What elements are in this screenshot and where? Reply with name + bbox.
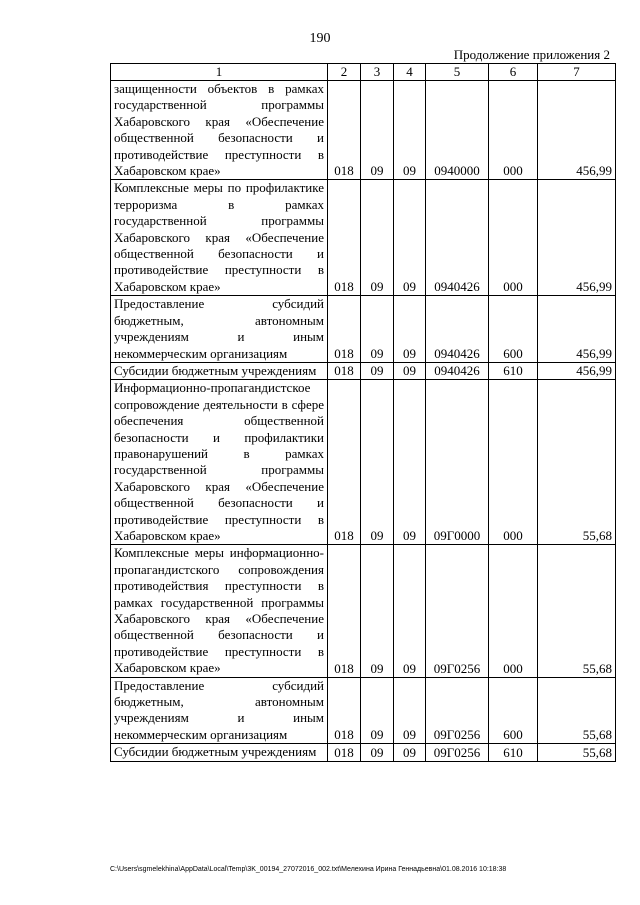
section-cell: 09 bbox=[361, 677, 394, 744]
expense-type-cell: 000 bbox=[489, 81, 538, 180]
column-header: 1 bbox=[111, 64, 328, 81]
table-row bbox=[111, 677, 616, 744]
subsection-cell: 09 bbox=[394, 744, 426, 761]
amount-cell: 55,68 bbox=[538, 677, 616, 744]
admin-code-cell: 018 bbox=[328, 380, 361, 545]
section-cell: 09 bbox=[361, 380, 394, 545]
column-header: 4 bbox=[394, 64, 426, 81]
amount-cell: 55,68 bbox=[538, 545, 616, 677]
row-name: Субсидии бюджетным учреждениям bbox=[111, 744, 328, 761]
amount-cell: 55,68 bbox=[538, 380, 616, 545]
table-row bbox=[111, 744, 616, 761]
admin-code-cell: 018 bbox=[328, 744, 361, 761]
target-article-cell: 0940426 bbox=[426, 362, 489, 379]
subsection-cell: 09 bbox=[394, 81, 426, 180]
subsection-cell: 09 bbox=[394, 296, 426, 363]
budget-table bbox=[110, 63, 616, 762]
table-row bbox=[111, 81, 616, 180]
row-name: Субсидии бюджетным учреждениям bbox=[111, 362, 328, 379]
expense-type-cell: 000 bbox=[489, 180, 538, 296]
admin-code-cell: 018 bbox=[328, 81, 361, 180]
table-header-row bbox=[111, 64, 616, 81]
section-cell: 09 bbox=[361, 744, 394, 761]
amount-cell: 456,99 bbox=[538, 362, 616, 379]
column-header: 2 bbox=[328, 64, 361, 81]
table-row bbox=[111, 180, 616, 296]
column-header: 7 bbox=[538, 64, 616, 81]
section-cell: 09 bbox=[361, 362, 394, 379]
section-cell: 09 bbox=[361, 296, 394, 363]
target-article-cell: 0940000 bbox=[426, 81, 489, 180]
expense-type-cell: 610 bbox=[489, 744, 538, 761]
table-row bbox=[111, 380, 616, 545]
column-header: 6 bbox=[489, 64, 538, 81]
row-name: Предоставление субсидий бюджетным, автономным учреждениям и иным некоммерческим организациям bbox=[111, 677, 328, 744]
target-article-cell: 09Г0256 bbox=[426, 545, 489, 677]
expense-type-cell: 600 bbox=[489, 296, 538, 363]
column-header: 5 bbox=[426, 64, 489, 81]
target-article-cell: 0940426 bbox=[426, 180, 489, 296]
row-name: защищенности объектов в рамках государственной программы Хабаровского края «Обеспечение общественной безопасности и противодействие преступности в Хабаровском крае» bbox=[111, 81, 328, 180]
row-name: Комплексные меры информационно-пропагандистского сопровождения противодействия преступности в рамках государственной программы Хабаровского края «Обеспечение общественной безопасности и противодействие преступности в Хабаровском крае» bbox=[111, 545, 328, 677]
column-header: 3 bbox=[361, 64, 394, 81]
target-article-cell: 09Г0256 bbox=[426, 677, 489, 744]
amount-cell: 456,99 bbox=[538, 180, 616, 296]
expense-type-cell: 000 bbox=[489, 380, 538, 545]
admin-code-cell: 018 bbox=[328, 677, 361, 744]
page-number: 190 bbox=[309, 31, 331, 46]
amount-cell: 55,68 bbox=[538, 744, 616, 761]
admin-code-cell: 018 bbox=[328, 296, 361, 363]
target-article-cell: 09Г0000 bbox=[426, 380, 489, 545]
admin-code-cell: 018 bbox=[328, 180, 361, 296]
subsection-cell: 09 bbox=[394, 362, 426, 379]
subsection-cell: 09 bbox=[394, 180, 426, 296]
continuation-label: Продолжение приложения 2 bbox=[453, 47, 610, 62]
amount-cell: 456,99 bbox=[538, 81, 616, 180]
expense-type-cell: 000 bbox=[489, 545, 538, 677]
table-row bbox=[111, 545, 616, 677]
row-name: Информационно-пропагандистское сопровождение деятельности в сфере обеспечения общественной безопасности и профилактики правонарушений в рамках государственной программы Хабаровского края «Обеспечение общественной безопасности и противодействие преступности в Хабаровском крае» bbox=[111, 380, 328, 545]
table-row bbox=[111, 296, 616, 363]
expense-type-cell: 610 bbox=[489, 362, 538, 379]
admin-code-cell: 018 bbox=[328, 362, 361, 379]
target-article-cell: 09Г0256 bbox=[426, 744, 489, 761]
admin-code-cell: 018 bbox=[328, 545, 361, 677]
row-name: Предоставление субсидий бюджетным, автономным учреждениям и иным некоммерческим организациям bbox=[111, 296, 328, 363]
section-cell: 09 bbox=[361, 180, 394, 296]
target-article-cell: 0940426 bbox=[426, 296, 489, 363]
file-path-footer: C:\Users\sgmelekhina\AppData\Local\Temp\3K_00194_27072016_002.txt\Мелехина Ирина Геннадьевна\01.08.2016 10:18:38 bbox=[110, 866, 507, 873]
subsection-cell: 09 bbox=[394, 380, 426, 545]
table-row bbox=[111, 362, 616, 379]
subsection-cell: 09 bbox=[394, 677, 426, 744]
subsection-cell: 09 bbox=[394, 545, 426, 677]
section-cell: 09 bbox=[361, 545, 394, 677]
row-name: Комплексные меры по профилактике терроризма в рамках государственной программы Хабаровского края «Обеспечение общественной безопасности и противодействие преступности в Хабаровском крае» bbox=[111, 180, 328, 296]
expense-type-cell: 600 bbox=[489, 677, 538, 744]
amount-cell: 456,99 bbox=[538, 296, 616, 363]
section-cell: 09 bbox=[361, 81, 394, 180]
